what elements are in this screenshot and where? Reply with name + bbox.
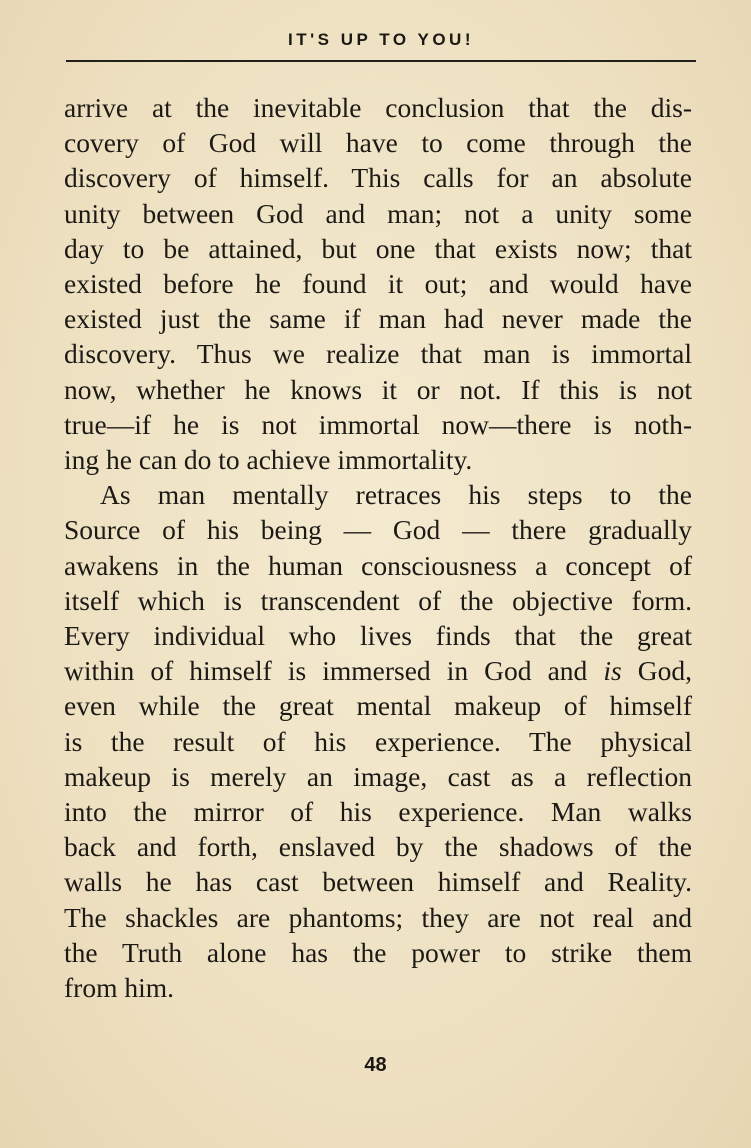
text-line: ing he can do to achieve immortality.: [64, 444, 473, 476]
text-line: makeup is merely an image, cast as a reflection: [64, 760, 692, 792]
paragraph-2: [64, 477, 692, 1005]
text-line: existed just the same if man had never made the: [64, 303, 692, 335]
text-line: As man mentally retraces his steps to the: [100, 479, 692, 511]
page-number: 48: [364, 1054, 387, 1076]
text-line: arrive at the inevitable conclusion that the dis-: [64, 92, 692, 123]
text-line: is the result of his experience. The physical: [64, 725, 692, 757]
text-line: itself which is transcendent of the objective form.: [64, 584, 692, 616]
header-rule: [66, 60, 696, 62]
text-line: even while the great mental makeup of himself: [64, 690, 692, 722]
text-line: walls he has cast between himself and Reality.: [64, 866, 692, 898]
text-line: unity between God and man; not a unity some: [64, 197, 692, 229]
text-line: awakens in the human consciousness a concept of: [64, 549, 692, 581]
text-line: now, whether he knows it or not. If this is not: [64, 373, 692, 405]
text-line: the Truth alone has the power to strike them: [64, 936, 692, 968]
text-segment: within of himself is immersed in God and: [64, 655, 604, 687]
running-head: IT'S UP TO YOU!: [288, 30, 474, 49]
text-line: true—if he is not immortal now—there is noth-: [64, 408, 692, 440]
text-line: Every individual who lives finds that the great: [64, 620, 692, 652]
text-line: covery of God will have to come through the: [64, 127, 692, 159]
emphasized-word: is: [603, 655, 622, 687]
text-line: into the mirror of his experience. Man walks: [64, 796, 692, 828]
text-line-with-emphasis: [64, 653, 692, 688]
body-text: [64, 90, 692, 1005]
text-segment: God,: [621, 655, 692, 687]
text-line: back and forth, enslaved by the shadows of the: [64, 831, 692, 863]
text-line: discovery of himself. This calls for an absolute: [64, 162, 692, 194]
text-line: The shackles are phantoms; they are not real and: [64, 901, 692, 933]
text-line: discovery. Thus we realize that man is immortal: [64, 338, 692, 370]
text-line: day to be attained, but one that exists now; that: [64, 232, 692, 264]
text-line: from him.: [64, 972, 174, 1004]
text-line: existed before he found it out; and would have: [64, 268, 692, 300]
paragraph-1: [64, 90, 692, 477]
text-line: Source of his being — God — there gradually: [64, 514, 692, 546]
